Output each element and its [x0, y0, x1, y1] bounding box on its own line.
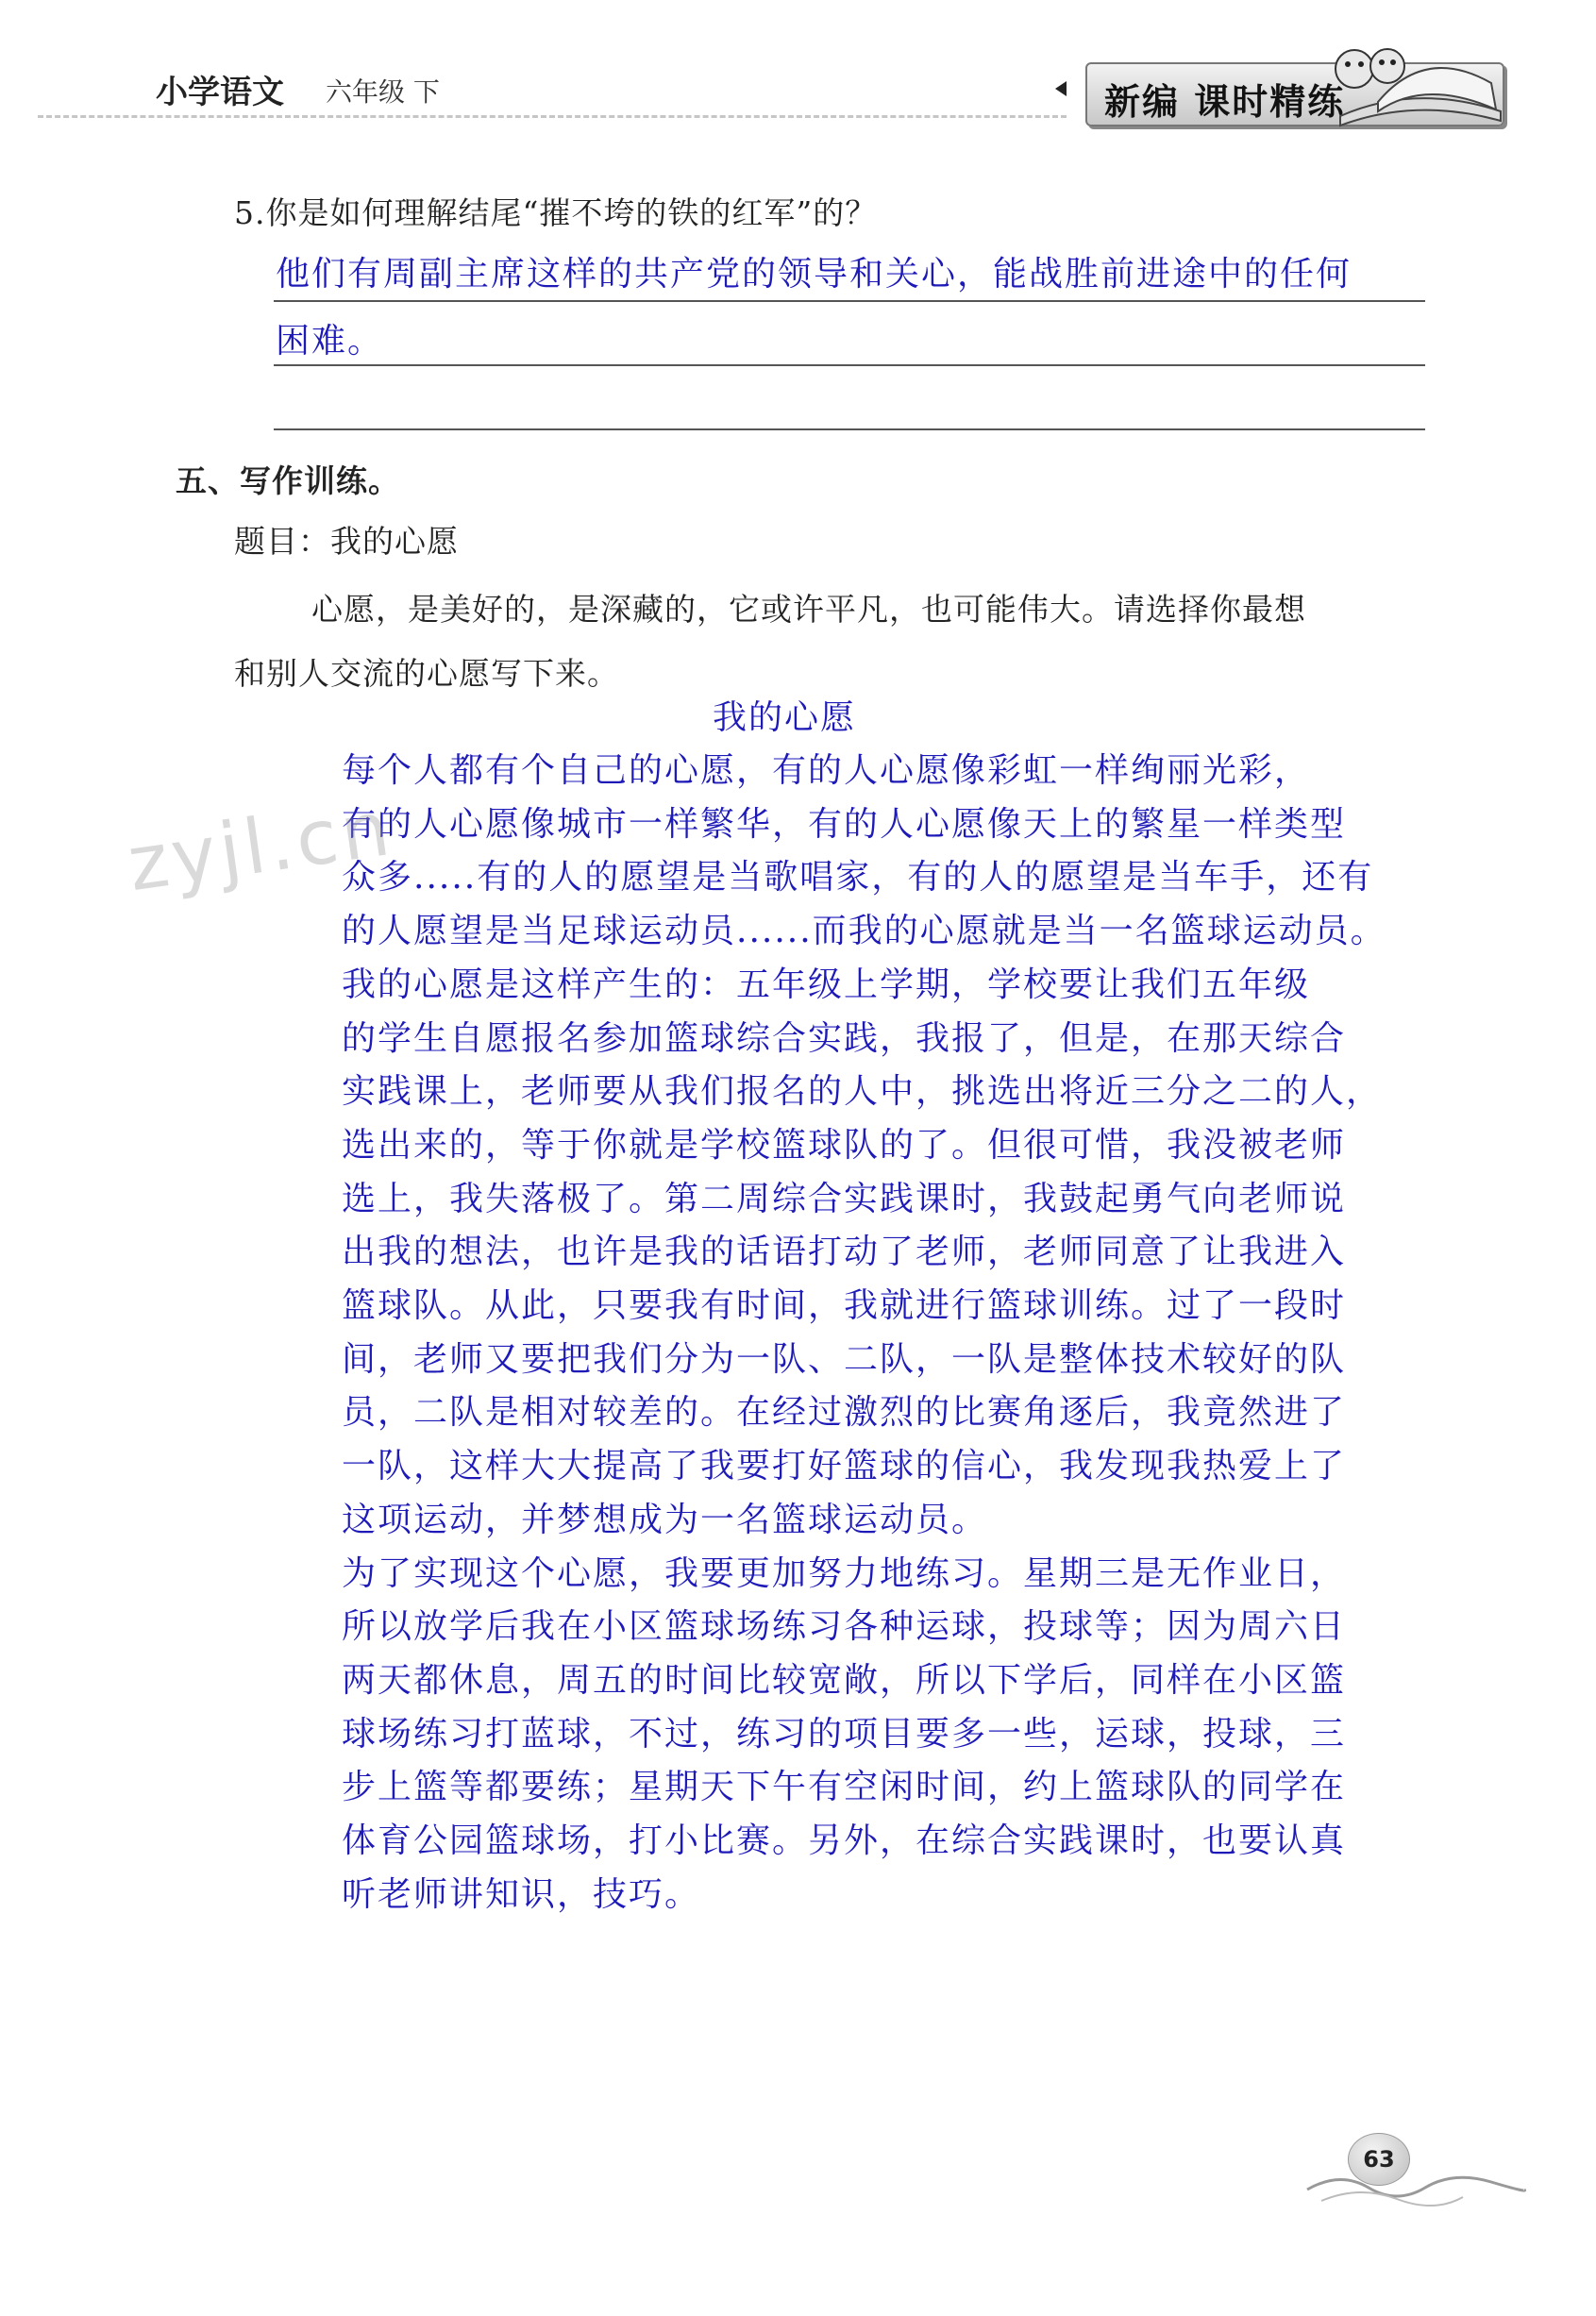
essay-line: 的学生自愿报名参加篮球综合实践，我报了，但是，在那天综合	[342, 1018, 1347, 1058]
essay-line: 员，二队是相对较差的。在经过激烈的比赛角逐后，我竟然进了	[342, 1393, 1347, 1433]
section-heading: 五、写作训练。	[176, 462, 400, 499]
answer-line-2: 困难。	[276, 322, 384, 361]
essay-line: 有的人心愿像城市一样繁华，有的人心愿像天上的繁星一样类型	[342, 804, 1347, 844]
essay-line: 的人愿望是当足球运动员......而我的心愿就是当一名篮球运动员。	[342, 912, 1386, 951]
essay-title: 我的心愿	[713, 698, 857, 737]
essay-line: 我的心愿是这样产生的：五年级上学期，学校要让我们五年级	[342, 965, 1311, 1004]
essay-line: 出我的想法，也许是我的话语打动了老师，老师同意了让我进入	[342, 1233, 1347, 1272]
book-mascot-icon	[1321, 26, 1510, 130]
essay-line: 每个人都有个自己的心愿，有的人心愿像彩虹一样绚丽光彩，	[342, 751, 1311, 790]
answer-line-1: 他们有周副主席这样的共产党的领导和关心，能战胜前进途中的任何	[276, 255, 1352, 294]
brand-title: 新编 课时精练	[1104, 81, 1346, 123]
essay-line: 选出来的，等于你就是学校篮球队的了。但很可惜，我没被老师	[342, 1125, 1347, 1165]
essay-line: 众多.....有的人的愿望是当歌唱家，有的人的愿望是当车手，还有	[342, 858, 1374, 898]
writing-prompt-line-1: 心愿，是美好的，是深藏的，它或许平凡，也可能伟大。请选择你最想	[311, 591, 1306, 628]
essay-line: 实践课上，老师要从我们报名的人中，挑选出将近三分之二的人，	[342, 1072, 1383, 1112]
page-header	[0, 0, 1596, 142]
essay-line: 一队，这样大大提高了我要打好篮球的信心，我发现我热爱上了	[342, 1447, 1347, 1486]
essay-line: 选上，我失落极了。第二周综合实践课时，我鼓起勇气向老师说	[342, 1179, 1347, 1218]
answer-rule-2	[274, 364, 1425, 366]
wave-decoration-icon	[1302, 2161, 1529, 2218]
essay-line: 球场练习打蓝球，不过，练习的项目要多一些，运球，投球，三	[342, 1714, 1347, 1754]
essay-line: 体育公园篮球场，打小比赛。另外，在综合实践课时，也要认真	[342, 1821, 1347, 1860]
essay-line: 两天都休息，周五的时间比较宽敞，所以下学后，同样在小区篮	[342, 1660, 1347, 1700]
answer-rule-1	[274, 300, 1425, 302]
essay-line: 为了实现这个心愿，我要更加努力地练习。星期三是无作业日，	[342, 1553, 1347, 1593]
essay-line: 听老师讲知识，技巧。	[342, 1874, 701, 1914]
essay-line: 步上篮等都要练；星期天下午有空闲时间，约上篮球队的同学在	[342, 1768, 1347, 1807]
arrow-left-icon	[1055, 81, 1067, 96]
page-number-badge	[1302, 2123, 1529, 2227]
essay-line: 这项运动，并梦想成为一名篮球运动员。	[342, 1500, 988, 1539]
page-number: 63	[1348, 2133, 1410, 2186]
watermark: zyjl.cn	[122, 783, 399, 909]
essay-line: 篮球队。从此，只要我有时间，我就进行篮球训练。过了一段时	[342, 1286, 1347, 1325]
subject-label: 小学语文	[156, 74, 284, 111]
essay-topic: 题目：我的心愿	[234, 523, 459, 560]
header-divider	[38, 115, 1067, 118]
answer-rule-3	[274, 428, 1425, 430]
essay-line: 间，老师又要把我们分为一队、二队，一队是整体技术较好的队	[342, 1339, 1347, 1379]
writing-prompt-line-2: 和别人交流的心愿写下来。	[234, 655, 619, 692]
grade-label: 六年级 下	[326, 76, 440, 108]
question-5-prompt: 5.你是如何理解结尾“摧不垮的铁的红军”的？	[234, 194, 878, 231]
essay-line: 所以放学后我在小区篮球场练习各种运球，投球等；因为周六日	[342, 1607, 1347, 1647]
